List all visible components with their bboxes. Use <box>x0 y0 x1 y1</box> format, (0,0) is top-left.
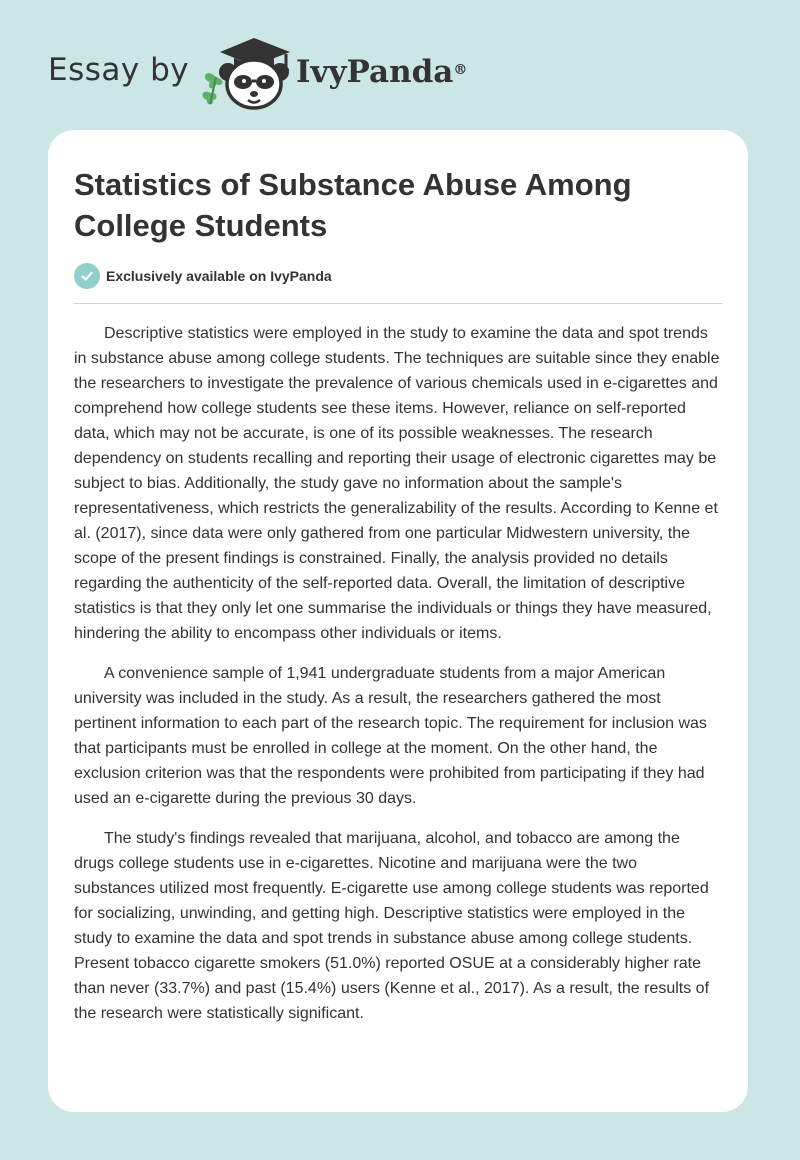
exclusive-label: Exclusively available on IvyPanda <box>106 268 332 284</box>
paragraph: A convenience sample of 1,941 undergraduate students from a major American university was included in the study. As a result, the researchers gathered the most pertinent information to each part of the research topic. The requirement for inclusion was that participants must be enrolled in college at the moment. On the other hand, the exclusion criterion was that the respondents were prohibited from participating if they had used an e-cigarette during the previous 30 days. <box>74 665 707 807</box>
essay-body <box>74 321 720 1041</box>
exclusive-badge <box>74 263 332 289</box>
brand-text: IvyPanda <box>296 54 454 90</box>
essay-card <box>48 130 748 1112</box>
ivy-leaf-icon <box>203 73 223 104</box>
check-icon <box>74 263 100 289</box>
paragraph: The study's findings revealed that marijuana, alcohol, and tobacco are among the drugs college students use in e-cigarettes. Nicotine and marijuana were the two substances utilized most frequently. E-cigarette use among college students was reported for socializing, unwinding, and getting high. Descriptive statistics were employed in the study to examine the data and spot trends in substance abuse among college students. Present tobacco cigarette smokers (51.0%) reported OSUE at a considerably higher rate than never (33.7%) and past (15.4%) users (Kenne et al., 2017). As a result, the results of the research were statistically significant. <box>74 830 710 1022</box>
essay-by-label: Essay by <box>48 52 190 88</box>
paragraph: Descriptive statistics were employed in the study to examine the data and spot trends in substance abuse among college students. The techniques are suitable since they enable the researchers to investigate the prevalence of various chemicals used in e-cigarettes and comprehend how college students see these items. However, reliance on self-reported data, which may not be accurate, is one of its possible weaknesses. The research dependency on students recalling and reporting their usage of electronic cigarettes may be subject to bias. Additionally, the study gave no information about the sample's representativeness, which restricts the generalizability of the results. According to Kenne et al. (2017), since data were only gathered from one particular Midwestern university, the scope of the present findings is constrained. Finally, the analysis provided no details regarding the authenticity of the self-reported data. Overall, the limitation of descriptive statistics is that they only let one summarise the individuals or things they have measured, hindering the ability to encompass other individuals or items. <box>74 325 720 642</box>
site-header <box>0 0 800 130</box>
divider <box>74 303 723 304</box>
registered-mark: ® <box>453 62 468 78</box>
brand-name[interactable] <box>296 52 467 92</box>
page-title: Statistics of Substance Abuse Among College Students <box>74 167 632 243</box>
panda-graduate-logo[interactable] <box>198 34 294 110</box>
